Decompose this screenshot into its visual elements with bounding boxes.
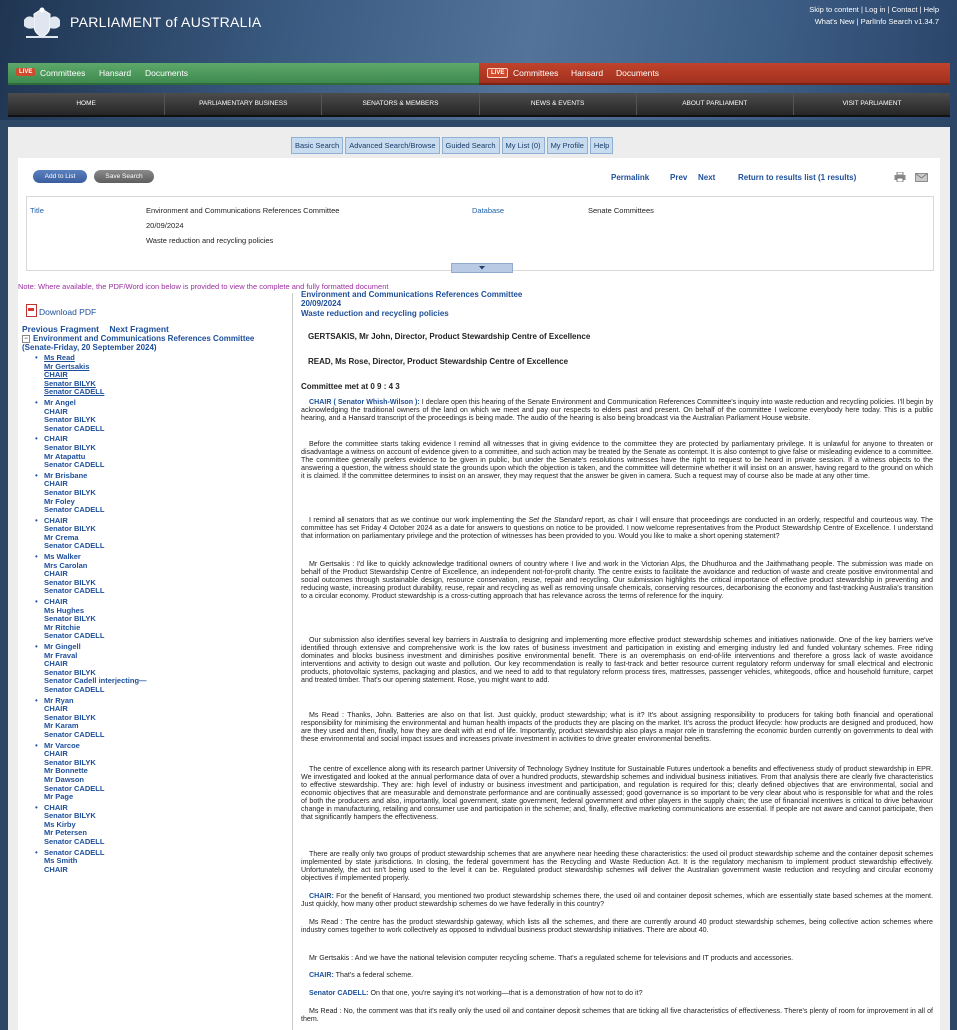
transcript-paragraph: The centre of excellence along with its research partner University of Technology Sydney Institute for Sustainable Futures undertook a benefits and effectiveness study of product stewardship in EPR. We investigated and looked at the annual performance data of over a hundred products, stewardship schemes and individual business initiatives. From that analysis there are clearly five characteristics to effective stewardship. They are: high level of industry or business investment and participation, and regulation is required for this; clearly defined objectives that are environmental, social and economic objectives that are measurable and demonstrate performance and are continually assessed; good governance is so important to be very clear about who is responsible for what and the roles of both the producers and also, importantly, local government, state government, federal government and other players in the supply chain; the use of financial incentives is critical to drive behaviour change in manufacturing, retailing and consumer use and participation in the scheme; and, finally, effective marketing communications are essential. If people are not aware and cannot participate, then that significantly hampers the effectiveness. [301, 765, 933, 822]
nav-parliamentary-business[interactable]: PARLIAMENTARY BUSINESS [165, 93, 322, 115]
transcript-paragraph [301, 711, 933, 743]
tree-group [30, 742, 288, 802]
paragraph-text: I'd like to quickly acknowledge traditional owners of country where I live and work in the Victorian Alps, the Dhudhuroa and the Jaithmathang people. The submission was made on behalf of the Product Stewardship Centre of Excellence, an independent not-for-profit charity. The centre exists to facilitate the avoidance and reduction of waste and create positive environmental and social outcomes through sustainable design, resource conservation, reuse, repair and recycling. Our submission highlights the critical importance of effective product stewardship in preventing and reducing waste, increasing product durability, reuse, repair and recycling as well as removing unsafe chemicals, conserving resources, decarbonising the economy and fast-tracking Australia's transition to a circular economy. Product stewardship is a cross-cutting approach that has relevance across the terms of reference for the inquiry. [301, 560, 933, 601]
pdf-icon [26, 304, 37, 317]
tree-speaker-link[interactable]: Senator BILYK [44, 378, 96, 388]
transcript-paragraph [301, 918, 933, 934]
transcript-topic: Waste reduction and recycling policies [301, 308, 449, 318]
tree-speaker-link[interactable]: Senator CADELL [44, 586, 105, 596]
speaker-name[interactable]: Ms Read : [309, 711, 344, 719]
utility-links: Skip to content | Log in | Contact | Help What's New | ParlInfo Search v1.34.7 [809, 5, 939, 26]
title-line-3: Waste reduction and recycling policies [146, 236, 274, 245]
tree-speaker-link[interactable]: Senator BILYK [44, 415, 96, 425]
tree-speaker-link[interactable]: Senator CADELL [44, 423, 105, 433]
paragraph-text: report, as chair I will ensure that proceedings are conducted in an orderly, respectful and courteous way. The committee has set Friday 4 October 2024 as a date for answers to questions on notice to be provided. I now welcome representatives from the Product Stewardship Centre of Excellence. I understand that information on parliamentary privilege and the protection of witnesses has been provided to you. Would you like to make a short opening statement? [301, 516, 933, 541]
printer-icon[interactable] [894, 172, 906, 182]
return-to-results-link[interactable]: Return to results list (1 results) [738, 173, 857, 182]
tree-speaker-link[interactable]: CHAIR [44, 749, 68, 759]
tree-speaker-link[interactable]: Senator CADELL [44, 837, 105, 847]
tree-speaker-link[interactable]: • Mr Ryan [44, 695, 74, 705]
paragraph-text: For the benefit of Hansard, you mentioned two product stewardship schemes there, the used oil and container deposit schemes, which are essentially state based schemes at the moment. Just quickly, how many other product stewardship schemes do we have federally in this country? [301, 892, 933, 909]
nav-about-parliament[interactable]: ABOUT PARLIAMENT [637, 93, 794, 115]
tab-basic-search[interactable]: Basic Search [291, 137, 343, 154]
tree-group [30, 472, 288, 515]
previous-fragment-link[interactable]: Previous Fragment [22, 324, 99, 334]
tree-group [30, 435, 288, 469]
witness-read: READ, Ms Rose, Director, Product Stewardship Centre of Excellence [308, 357, 569, 366]
live-documents-link[interactable]: Documents [616, 68, 659, 78]
tree-speaker-link[interactable]: Mr Page [44, 792, 74, 802]
tree-speaker-link[interactable]: • Senator CADELL [44, 847, 105, 857]
transcript-paragraph [301, 516, 933, 540]
tree-speaker-link[interactable]: Senator CADELL [44, 541, 105, 551]
contact-link[interactable]: Contact [891, 5, 918, 14]
speaker-name[interactable]: Mr Gertsakis : [309, 954, 354, 962]
collapse-icon[interactable]: − [22, 335, 30, 343]
download-pdf-label: Download PDF [39, 307, 97, 317]
add-to-list-button[interactable]: Add to List [33, 170, 87, 183]
main-frame [8, 127, 950, 1030]
tree-speaker-link[interactable]: Senator BILYK [44, 442, 96, 452]
tree-speaker-link[interactable]: Senator CADELL [44, 729, 105, 739]
metadata-panel [26, 196, 934, 271]
tree-speaker-link[interactable]: Ms Kirby [44, 819, 76, 829]
tree-speaker-link[interactable]: Senator CADELL [44, 387, 105, 397]
meeting-time: Committee met at 0 9 : 4 3 [301, 382, 400, 391]
tab-my-profile[interactable]: My Profile [547, 137, 588, 154]
speaker-name[interactable]: Senator CADELL: [309, 989, 369, 997]
paragraph-text: And we have the national television computer recycling scheme. That's a regulated scheme for televisions and IT products and accessories. [353, 954, 794, 962]
pdf-note: Note: Where available, the PDF/Word icon below is provided to view the complete and fully formatted document [18, 282, 389, 291]
transcript [299, 290, 935, 1030]
transcript-paragraph: There are really only two groups of product stewardship schemes that are anywhere near heeding these characteristics: the used oil product stewardship scheme and the container deposit schemes implemented by state jurisdictions. In closing, the federal government has the Recycling and Waste Reduction Act. It is the regulatory mechanism to implement product stewardship effectively. Unfortunately, the act isn't being used to the level it can be. Regulated product stewardship schemes will deliver the Australian government waste reduction and recycling and circular economy objectives if implemented properly. [301, 850, 933, 883]
live-bar-senate [479, 63, 950, 85]
tree-speaker-link[interactable]: Senator CADELL [44, 783, 105, 793]
parlinfo-version-link[interactable]: ParlInfo Search v1.34.7 [860, 17, 939, 26]
whats-new-link[interactable]: What's New [814, 17, 855, 26]
tree-speaker-link[interactable]: CHAIR [44, 704, 68, 714]
paragraph-text: The centre has the product stewardship gateway, which lists all the schemes, and there are currently around 40 product stewardship schemes, being collective action schemes where industry comes together to work collectively as opposed to individual business product stewardship initiatives. There are about 40. [301, 918, 934, 935]
nav-news-events[interactable]: NEWS & EVENTS [480, 93, 637, 115]
live-badge: LIVE [16, 68, 35, 76]
tree-group [30, 399, 288, 433]
result-toolbar [18, 158, 940, 192]
permalink-link[interactable]: Permalink [611, 173, 650, 182]
tree-speaker-link[interactable]: Mr Fraval [44, 650, 78, 660]
tree-group [30, 804, 288, 847]
nav-senators-members[interactable]: SENATORS & MEMBERS [322, 93, 479, 115]
tree-group [30, 354, 288, 397]
tree-speaker-link[interactable]: CHAIR [44, 659, 68, 669]
tree-speaker-link[interactable]: • CHAIR [44, 597, 68, 607]
tab-help[interactable]: Help [590, 137, 613, 154]
tree-speaker-link[interactable]: • CHAIR [44, 434, 68, 444]
tree-speaker-link[interactable]: • Ms Walker [44, 552, 81, 562]
tree-speaker-link[interactable]: Senator CADELL [44, 631, 105, 641]
speaker-name[interactable]: CHAIR ( Senator Whish-Wilson ): [309, 398, 420, 406]
coat-of-arms-logo [20, 6, 64, 40]
transcript-paragraph [301, 892, 933, 908]
tree-speaker-link[interactable]: • Mr Gingell [44, 642, 81, 651]
transcript-committee: Environment and Communications References Committee [301, 290, 523, 299]
tree-speaker-link[interactable]: Mr Ritchie [44, 622, 81, 632]
tree-speaker-link[interactable]: Mr Gertsakis [44, 361, 90, 371]
speaker-name[interactable]: Mr Gertsakis : [309, 560, 355, 568]
tree-speaker-link[interactable]: CHAIR [44, 370, 68, 380]
tree-speaker-link[interactable]: Senator BILYK [44, 667, 96, 677]
tree-speaker-link[interactable]: Mr Karam [44, 721, 79, 731]
main-navigation [8, 93, 950, 117]
title-line-2: 20/09/2024 [146, 221, 184, 230]
tree-group [30, 517, 288, 551]
fragment-links [22, 324, 177, 334]
tree-speaker-link[interactable]: Mr Bonnette [44, 766, 88, 776]
login-link[interactable]: Log in [865, 5, 886, 14]
report-title: Set the Standard [528, 516, 583, 524]
live-committees-link[interactable]: Committees [513, 68, 559, 78]
paragraph-text: No, the comment was that it's really only the used oil and container deposit schemes that are ticking all five characteristics of effectiveness. There's plenty of room for improvement in all of them. [301, 1007, 933, 1024]
expand-metadata-toggle[interactable] [451, 263, 513, 273]
tree-speaker-link[interactable]: Mr Foley [44, 496, 75, 506]
transcript-paragraph [301, 989, 933, 997]
tree-speaker-link[interactable]: Ms Smith [44, 856, 78, 866]
tree-speaker-link[interactable]: • CHAIR [44, 802, 68, 812]
tree-speaker-link[interactable]: Mr Crema [44, 532, 79, 542]
transcript-paragraph [301, 954, 933, 962]
paragraph-text: On that one, you're saying it's not working—that is a demonstration of how not to do it? [368, 989, 643, 997]
tree-speaker-link[interactable]: • CHAIR [44, 515, 68, 525]
next-link[interactable]: Next [698, 173, 716, 182]
tree-speaker-link[interactable]: Ms Hughes [44, 605, 85, 615]
paragraph-text: Thanks, John. Batteries are also on that list. Just quickly, product stewardship; what is it? It's about assigning responsibility to producers for taking both financial and operational responsibility for minimising the environmental and human health impacts of the products they are placing on the market. It's across the product lifecycle: how products are designed and produced, how are they used and then, finally, how they are dealt with at end of life. Importantly, product stewardship also plays a major role in transferring the economic burden currently on governments to deal with these environmental and social impact issues and increases private investment in activities to drive greater environmental benefits. [301, 711, 934, 744]
tree-group [30, 553, 288, 596]
witness-gertsakis: GERTSAKIS, Mr John, Director, Product Stewardship Centre of Excellence [308, 332, 591, 341]
fragment-navigation-pane [18, 293, 293, 1030]
speaker-name[interactable]: CHAIR: [309, 892, 334, 900]
paragraph-text: I remind all senators that as we continue our work implementing the [309, 516, 529, 524]
title-label: Title [30, 206, 44, 215]
title-line-1: Environment and Communications References Committee [146, 206, 340, 215]
tree-group [30, 697, 288, 740]
tree-speaker-link[interactable]: Senator BILYK [44, 487, 96, 497]
nav-home[interactable]: HOME [8, 93, 165, 115]
tree-root[interactable] [22, 334, 284, 352]
nav-visit-parliament[interactable]: VISIT PARLIAMENT [842, 100, 902, 107]
tree-speaker-link[interactable]: CHAIR [44, 479, 68, 489]
tree-speaker-link[interactable]: CHAIR [44, 569, 68, 579]
transcript-paragraph [301, 398, 933, 422]
tree-speaker-link[interactable]: Mrs Carolan [44, 560, 88, 570]
content-area [18, 158, 940, 1030]
search-tabs [291, 137, 613, 154]
tree-speaker-link[interactable]: Senator CADELL [44, 460, 105, 470]
live-bar-house [8, 63, 479, 85]
tree-speaker-link[interactable]: CHAIR [44, 406, 68, 416]
tree-speaker-link[interactable]: Mr Atapattu [44, 451, 86, 461]
tree-speaker-link[interactable]: Senator BILYK [44, 712, 96, 722]
paragraph-text: I declare open this hearing of the Senate Environment and Communication References Committee's inquiry into waste reduction and recycling policies. I'll begin by acknowledging the traditional owners of the land on which we meet and pay our respects to elders past and present. On behalf of the committee I welcome everybody here today. This is a public hearing, and a Hansard transcript of the proceedings is being made. The audio of the hearing is also being broadcast via the Australian Parliament House website. [301, 398, 934, 423]
speaker-name[interactable]: Ms Read : [309, 918, 343, 926]
live-badge: LIVE [487, 68, 508, 78]
site-header [0, 0, 957, 120]
transcript-paragraph [301, 560, 933, 600]
transcript-paragraph [301, 971, 933, 979]
next-fragment-link[interactable]: Next Fragment [109, 324, 169, 334]
tree-group [30, 643, 288, 695]
live-hansard-link[interactable]: Hansard [571, 68, 604, 78]
tree-speaker-link[interactable]: Senator BILYK [44, 524, 96, 534]
transcript-header [301, 290, 522, 318]
live-documents-link[interactable]: Documents [145, 68, 188, 78]
live-committees-link[interactable]: Committees [40, 68, 86, 78]
transcript-date: 20/09/2024 [301, 299, 342, 309]
transcript-paragraph: Our submission also identifies several key barriers in Australia to designing and implementing more effective product stewardship schemes and initiatives nationwide. One of the key barriers we've identified through extensive and comprehensive work is the low rates of business investment and participation in existing and emerging industry led and funded voluntary schemes. Free riding dominates and blocks business investment and diminishes positive environmental benefit. There is an overemphasis on end-of-life interventions and therefore a gross lack of waste avoidance interventions and activity to design out waste and pollution. Our key recommendation is really to fast-track and better resource current regulatory reform underway for small electrical and electronic products, photovoltaic systems, packaging and plastics, and we need to add to that regulatory reform process tires, mattresses, passenger vehicles, whitegoods, office and household furniture, carpet and treated timber. That's our opening statement. Rose, you might want to add. [301, 636, 933, 685]
tree-speaker-link[interactable]: • Mr Angel [44, 397, 76, 407]
tree-root-label: Environment and Communications References Committee (Senate-Friday, 20 September 2024) [22, 334, 255, 352]
live-hansard-link[interactable]: Hansard [99, 68, 132, 78]
tree-speaker-link[interactable]: Senator BILYK [44, 757, 96, 767]
skip-to-content-link[interactable]: Skip to content [809, 5, 859, 14]
tree-speaker-link[interactable]: • Mr Brisbane [44, 470, 88, 480]
tree-speaker-link[interactable]: Senator BILYK [44, 811, 96, 821]
database-value: Senate Committees [588, 206, 654, 215]
transcript-paragraph: Before the committee starts taking evidence I remind all witnesses that in giving evidence to the committee they are protected by parliamentary privilege. It is unlawful for anyone to threaten or disadvantage a witness on account of evidence given to a committee, and such action may be treated by the Senate as contempt. It is also contempt to give false or misleading evidence to a committee. The committee generally prefers evidence to be given in public, but under the Senate's resolutions witnesses have the right to request to be heard in private session. If a witness objects to the answering a question, the witness should state the grounds upon which the objection is taken, and the committee will determine whether it will insist on an answer, having regard to the ground on which it is claimed. If the committee determines to insist on an answer, they may request that the answer be given in camera. Such a request may of course also be made at any other time. [301, 440, 933, 481]
chevron-down-icon [452, 264, 512, 272]
help-link[interactable]: Help [923, 5, 939, 14]
transcript-paragraph [301, 1007, 933, 1023]
database-label: Database [472, 206, 505, 215]
tree-speaker-link[interactable]: Mr Petersen [44, 828, 87, 838]
tree-speaker-link[interactable]: Senator Cadell interjecting— [44, 676, 147, 686]
paragraph-text: That's a federal scheme. [333, 971, 414, 979]
tab-advanced-search[interactable]: Advanced Search/Browse [345, 137, 439, 154]
tree-speaker-link[interactable]: Senator BILYK [44, 614, 96, 624]
speaker-name[interactable]: CHAIR: [309, 971, 334, 979]
download-pdf-link[interactable] [26, 304, 96, 317]
tab-my-list[interactable]: My List (0) [502, 137, 545, 154]
speaker-name[interactable]: Ms Read : [309, 1007, 342, 1015]
save-search-button[interactable]: Save Search [94, 170, 154, 183]
tree-speaker-link[interactable]: • Ms Read [44, 353, 75, 362]
prev-link[interactable]: Prev [670, 173, 688, 182]
tree-speaker-link[interactable]: Senator BILYK [44, 577, 96, 587]
tree-speaker-link[interactable]: Senator CADELL [44, 684, 105, 694]
tree-speaker-link[interactable]: Senator CADELL [44, 505, 105, 515]
email-icon[interactable] [915, 173, 928, 182]
tree-group [30, 849, 288, 875]
tree-speaker-link[interactable]: Mr Dawson [44, 774, 85, 784]
tree-group [30, 598, 288, 641]
tab-guided-search[interactable]: Guided Search [442, 137, 500, 154]
speaker-tree [30, 354, 288, 876]
tree-speaker-link[interactable]: CHAIR [44, 864, 68, 874]
site-title[interactable]: PARLIAMENT of AUSTRALIA [70, 14, 262, 30]
tree-speaker-link[interactable]: • Mr Varcoe [44, 740, 80, 750]
